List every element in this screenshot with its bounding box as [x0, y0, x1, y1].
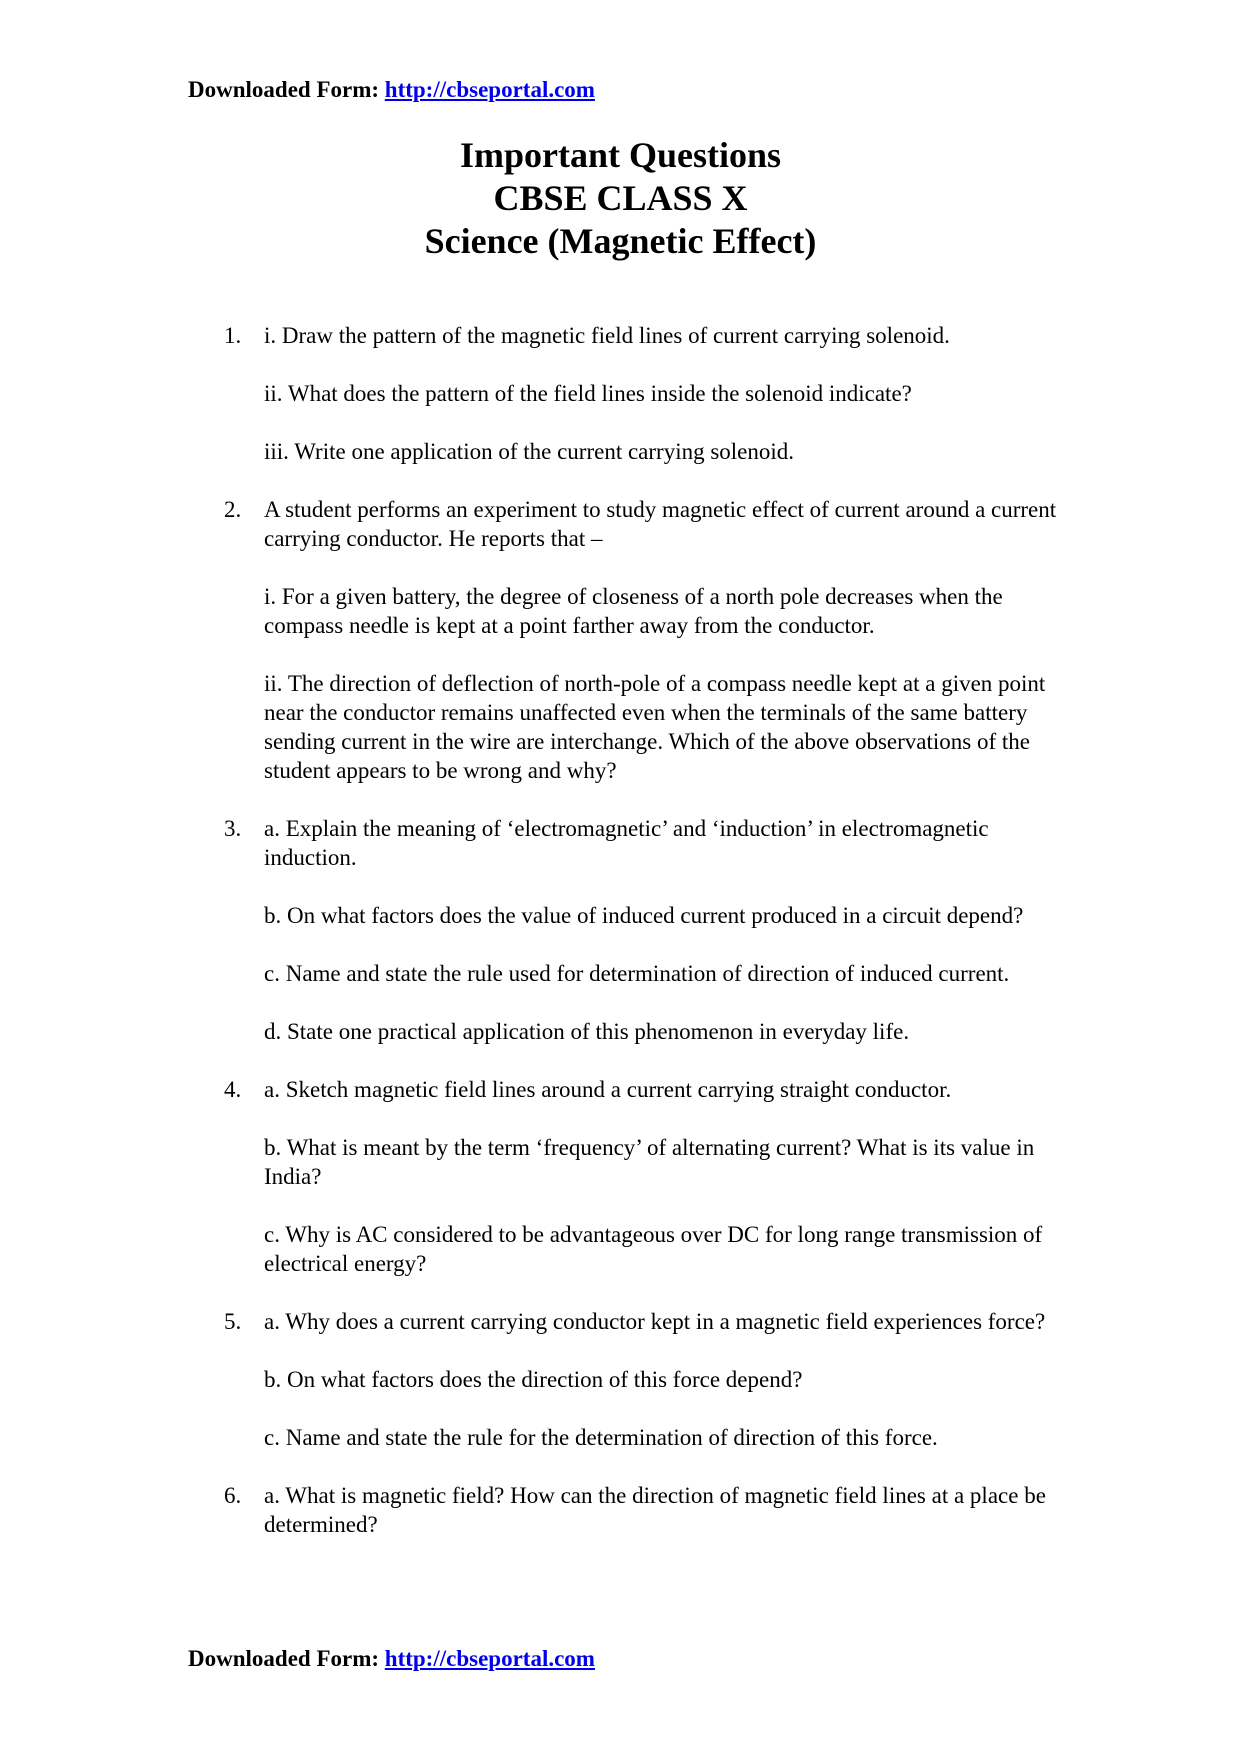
- header-download-link[interactable]: http://cbseportal.com: [384, 77, 595, 102]
- question-number: 1.: [224, 323, 242, 348]
- header-download-label: Downloaded Form:: [188, 77, 380, 102]
- question-5: [224, 1307, 1064, 1452]
- footer-download-label: Downloaded Form:: [188, 1646, 380, 1671]
- question-part: b. On what factors does the direction of this force depend?: [264, 1367, 803, 1392]
- title-line-2: CBSE CLASS X: [493, 178, 748, 218]
- question-number: 4.: [224, 1077, 242, 1102]
- question-part: ii. The direction of deflection of north-pole of a compass needle kept at a given point near the conductor remains unaffected even when the terminals of the same battery sending current in the wire are interchange. Which of the above observations of the student appears to be wrong and why?: [264, 671, 1046, 783]
- question-part: a. What is magnetic field? How can the direction of magnetic field lines at a place be determined?: [264, 1483, 1046, 1537]
- question-part: c. Why is AC considered to be advantageous over DC for long range transmission of electrical energy?: [264, 1222, 1043, 1276]
- question-4: [224, 1075, 1064, 1278]
- header-download-line: [188, 76, 595, 104]
- question-part: i. Draw the pattern of the magnetic field lines of current carrying solenoid.: [264, 323, 950, 348]
- page-title: [0, 134, 1241, 263]
- question-6: [224, 1481, 1064, 1539]
- question-part: b. On what factors does the value of induced current produced in a circuit depend?: [264, 903, 1024, 928]
- question-part: b. What is meant by the term ‘frequency’ of alternating current? What is its value in India?: [264, 1135, 1035, 1189]
- footer-download-line: [188, 1645, 595, 1673]
- title-line-1: Important Questions: [459, 135, 782, 175]
- question-number: 2.: [224, 497, 242, 522]
- question-part: c. Name and state the rule for the determination of direction of this force.: [264, 1425, 938, 1450]
- question-number: 6.: [224, 1483, 242, 1508]
- question-part: a. Why does a current carrying conductor kept in a magnetic field experiences force?: [264, 1309, 1046, 1334]
- title-line-3: Science (Magnetic Effect): [424, 221, 817, 261]
- question-1: [224, 321, 1064, 466]
- question-number: 5.: [224, 1309, 242, 1334]
- question-part: c. Name and state the rule used for determination of direction of induced current.: [264, 961, 1010, 986]
- question-part: d. State one practical application of this phenomenon in everyday life.: [264, 1019, 910, 1044]
- question-number: 3.: [224, 816, 242, 841]
- question-list: [224, 321, 1064, 1568]
- question-part: A student performs an experiment to study magnetic effect of current around a current carrying conductor. He reports that –: [264, 497, 1057, 551]
- question-part: a. Explain the meaning of ‘electromagnetic’ and ‘induction’ in electromagnetic induction.: [264, 816, 989, 870]
- question-part: a. Sketch magnetic field lines around a current carrying straight conductor.: [264, 1077, 952, 1102]
- question-part: iii. Write one application of the current carrying solenoid.: [264, 439, 795, 464]
- question-part: i. For a given battery, the degree of closeness of a north pole decreases when the compass needle is kept at a point farther away from the conductor.: [264, 584, 1003, 638]
- footer-download-link[interactable]: http://cbseportal.com: [384, 1646, 595, 1671]
- question-2: [224, 495, 1064, 785]
- question-part: ii. What does the pattern of the field lines inside the solenoid indicate?: [264, 381, 912, 406]
- question-3: [224, 814, 1064, 1046]
